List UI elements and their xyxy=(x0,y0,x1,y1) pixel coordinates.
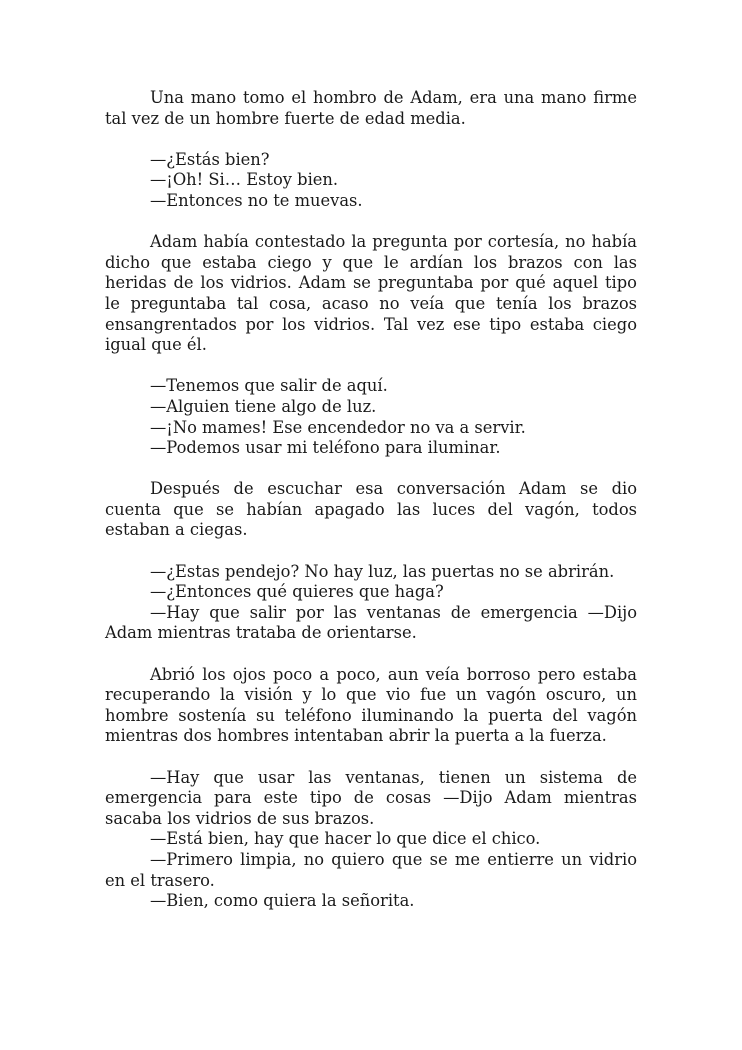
dialogue-line: —Hay que salir por las ventanas de emergencia —Dijo Adam mientras trataba de orientarse. xyxy=(105,602,637,643)
dialogue-line: —Bien, como quiera la señorita. xyxy=(150,891,415,911)
dialogue-line: —Hay que usar las ventanas, tienen un sistema de emergencia para este tipo de cosas —Dijo Adam mientras sacaba los vidrios de sus brazos. xyxy=(105,767,637,828)
dialogue-line: —¿Estás bien? xyxy=(150,149,270,169)
narrative-paragraph: Adam había contestado la pregunta por cortesía, no había dicho que estaba ciego y que le ardían los brazos con las heridas de los vidrios. Adam se preguntaba por qué aquel tipo le preguntaba tal cosa, acaso no veía que tenía los brazos ensangrentados por los vidrios. Tal vez ese tipo estaba ciego igual que él. xyxy=(105,232,637,355)
dialogue-line: —¿Estas pendejo? No hay luz, las puertas no se abrirán. xyxy=(150,561,615,581)
dialogue-line: —Está bien, hay que hacer lo que dice el chico. xyxy=(150,829,541,849)
dialogue-line: —¿Entonces qué quieres que haga? xyxy=(150,582,444,602)
document-page xyxy=(105,88,637,912)
paragraph-spacer xyxy=(105,644,637,665)
dialogue-line: —Alguien tiene algo de luz. xyxy=(150,396,377,416)
dialogue-line: —¡No mames! Ese encendedor no va a servir. xyxy=(150,417,526,437)
paragraph-spacer xyxy=(105,747,637,768)
paragraph-spacer xyxy=(105,212,637,233)
dialogue-line: —Tenemos que salir de aquí. xyxy=(150,376,388,396)
dialogue-line: —Entonces no te muevas. xyxy=(150,190,363,210)
dialogue-line: —Primero limpia, no quiero que se me entierre un vidrio en el trasero. xyxy=(105,849,637,890)
paragraph-spacer xyxy=(105,541,637,562)
paragraph-spacer xyxy=(105,459,637,480)
dialogue-line: —¡Oh! Si… Estoy bien. xyxy=(150,170,339,190)
dialogue-line: —Podemos usar mi teléfono para iluminar. xyxy=(150,438,501,458)
narrative-paragraph: Abrió los ojos poco a poco, aun veía borroso pero estaba recuperando la visión y lo que vio fue un vagón oscuro, un hombre sostenía su teléfono iluminando la puerta del vagón mientras dos hombres intentaban abrir la puerta a la fuerza. xyxy=(105,664,637,746)
narrative-paragraph: Una mano tomo el hombro de Adam, era una mano firme tal vez de un hombre fuerte de edad media. xyxy=(105,88,637,128)
narrative-paragraph: Después de escuchar esa conversación Adam se dio cuenta que se habían apagado las luces del vagón, todos estaban a ciegas. xyxy=(105,479,637,540)
paragraph-spacer xyxy=(105,129,637,150)
paragraph-spacer xyxy=(105,356,637,377)
